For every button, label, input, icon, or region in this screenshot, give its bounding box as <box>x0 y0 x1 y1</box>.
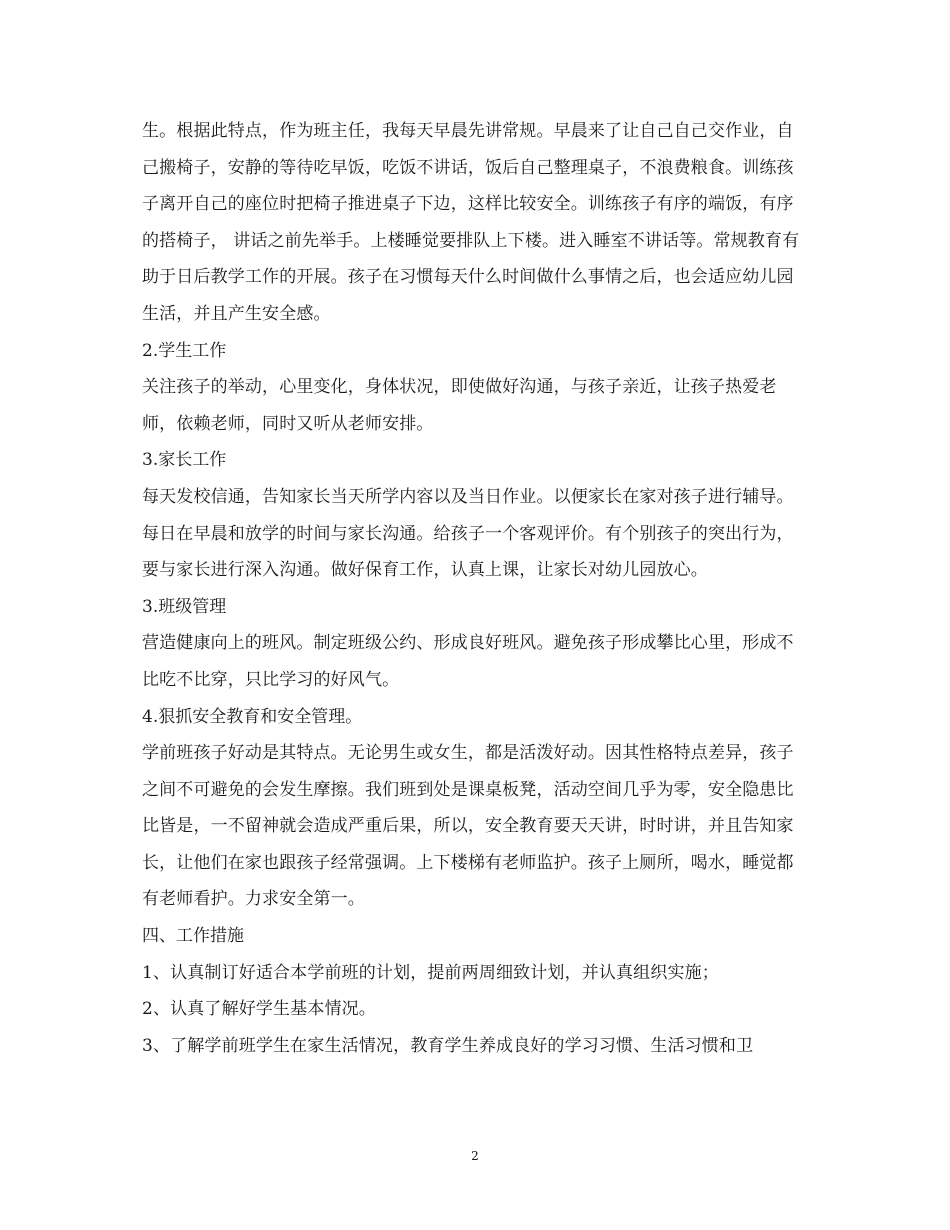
heading-parent-work: 3.家长工作 <box>142 450 227 471</box>
heading-safety: 4.狠抓安全教育和安全管理。 <box>142 706 363 727</box>
paragraph-routine: 生。根据此特点，作为班主任，我每天早晨先讲常规。早晨来了让自己自己交作业，自己搬椅子，安静的等待吃早饭，吃饭不讲话，饭后自己整理桌子，不浪费粮食。训练孩子离开自己的座位时把椅子推进桌子下边，这样比较安全。训练孩子有序的端饭，有序的搭椅子， 讲话之前先举手。上楼睡觉要排队上下楼。进入睡室不讲话等。常规教育有助于日后教学工作的开展。孩子在习惯每天什么时间做什么事情之后，也会适应幼儿园生活，并且产生安全感。 <box>142 121 800 324</box>
paragraph-class-management: 营造健康向上的班风。制定班级公约、形成良好班风。避免孩子形成攀比心里，形成不比吃不比穿，只比学习的好风气。 <box>142 633 794 690</box>
paragraph-student-work: 关注孩子的举动，心里变化，身体状况，即使做好沟通，与孩子亲近，让孩子热爱老师，依赖老师，同时又听从老师安排。 <box>142 377 777 434</box>
paragraph-parent-work: 每天发校信通，告知家长当天所学内容以及当日作业。以便家长在家对孩子进行辅导。每日在早晨和放学的时间与家长沟通。给孩子一个客观评价。有个别孩子的突出行为，要与家长进行深入沟通。做好保育工作，认真上课，让家长对幼儿园放心。 <box>142 486 794 581</box>
paragraph-safety: 学前班孩子好动是其特点。无论男生或女生，都是活泼好动。因其性格特点差异，孩子之间不可避免的会发生摩擦。我们班到处是课桌板凳，活动空间几乎为零，安全隐患比比皆是，一不留神就会造成严重后果，所以，安全教育要天天讲，时时讲，并且告知家长，让他们在家也跟孩子经常强调。上下楼梯有老师监护。孩子上厕所，喝水，睡觉都有老师看护。力求安全第一。 <box>142 743 794 910</box>
list-item-measure-1: 1、认真制订好适合本学前班的计划，提前两周细致计划，并认真组织实施； <box>142 962 719 983</box>
list-item-measure-3: 3、了解学前班学生在家生活情况，教育学生养成良好的学习习惯、生活习惯和卫 <box>142 1035 754 1056</box>
heading-class-management: 3.班级管理 <box>142 596 227 617</box>
heading-student-work: 2.学生工作 <box>142 340 227 361</box>
list-item-measure-2: 2、认真了解好学生基本情况。 <box>142 999 376 1020</box>
heading-measures: 四、工作措施 <box>142 926 244 947</box>
page-number: 2 <box>471 1149 479 1163</box>
document-body <box>142 113 810 1064</box>
